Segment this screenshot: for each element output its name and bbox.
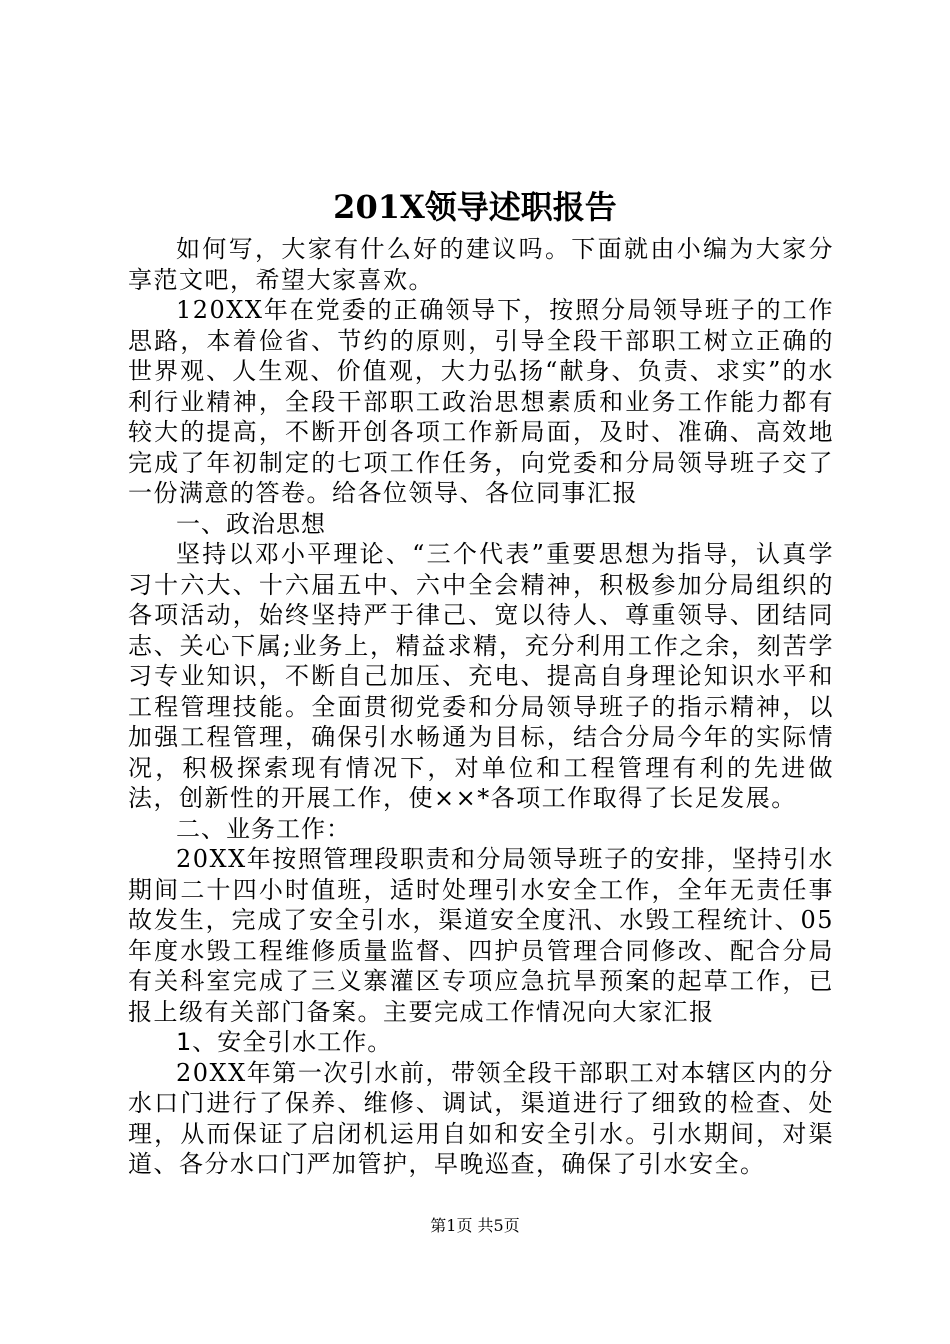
subsection-heading-water-safety: 1、安全引水工作。 bbox=[176, 1028, 393, 1056]
paragraph-business: 20XX年按照管理段职责和分局领导班子的安排，坚持引水期间二十四小时值班，适时处理引水安全工作，全年无责任事故发生，完成了安全引水，渠道安全度汛、水毁工程统计、05年度水毁工程维修质量监督、四护员管理合同修改、配合分局有关科室完成了三义寨灌区专项应急抗旱预案的起草工作，已报上级有关部门备案。主要完成工作情况向大家汇报 bbox=[128, 845, 834, 1026]
paragraph-water-safety: 20XX年第一次引水前，带领全段干部职工对本辖区内的分水口门进行了保养、维修、调试，渠道进行了细致的检查、处理，从而保证了启闭机运用自如和安全引水。引水期间，对渠道、各分水口门严加管护，早晚巡查，确保了引水安全。 bbox=[128, 1058, 834, 1178]
document-body bbox=[128, 234, 834, 1180]
paragraph-summary: 120XX年在党委的正确领导下，按照分局领导班子的工作思路，本着俭省、节约的原则，引导全段干部职工树立正确的世界观、人生观、价值观，大力弘扬“献身、负责、求实”的水利行业精神，全段干部职工政治思想素质和业务工作能力都有较大的提高，不断开创各项工作新局面，及时、准确、高效地完成了年初制定的七项工作任务，向党委和分局领导班子交了一份满意的答卷。给各位领导、各位同事汇报 bbox=[128, 296, 834, 507]
paragraph-intro: 如何写，大家有什么好的建议吗。下面就由小编为大家分享范文吧，希望大家喜欢。 bbox=[128, 235, 834, 294]
paragraph-politics: 坚持以邓小平理论、“三个代表”重要思想为指导，认真学习十六大、十六届五中、六中全会精神，积极参加分局组织的各项活动，始终坚持严于律己、宽以待人、尊重领导、团结同志、关心下属;业务上，精益求精，充分利用工作之余，刻苦学习专业知识，不断自己加压、充电、提高自身理论知识水平和工程管理技能。全面贯彻党委和分局领导班子的指示精神，以加强工程管理，确保引水畅通为目标，结合分局今年的实际情况，积极探索现有情况下，对单位和工程管理有利的先进做法，创新性的开展工作，使××*各项工作取得了长足发展。 bbox=[128, 540, 834, 812]
section-heading-politics: 一、政治思想 bbox=[176, 509, 326, 538]
page-number-footer: 第1页 共5页 bbox=[430, 1216, 520, 1235]
document-title: 201X领导述职报告 bbox=[333, 188, 617, 226]
section-heading-business: 二、业务工作： bbox=[176, 814, 351, 843]
